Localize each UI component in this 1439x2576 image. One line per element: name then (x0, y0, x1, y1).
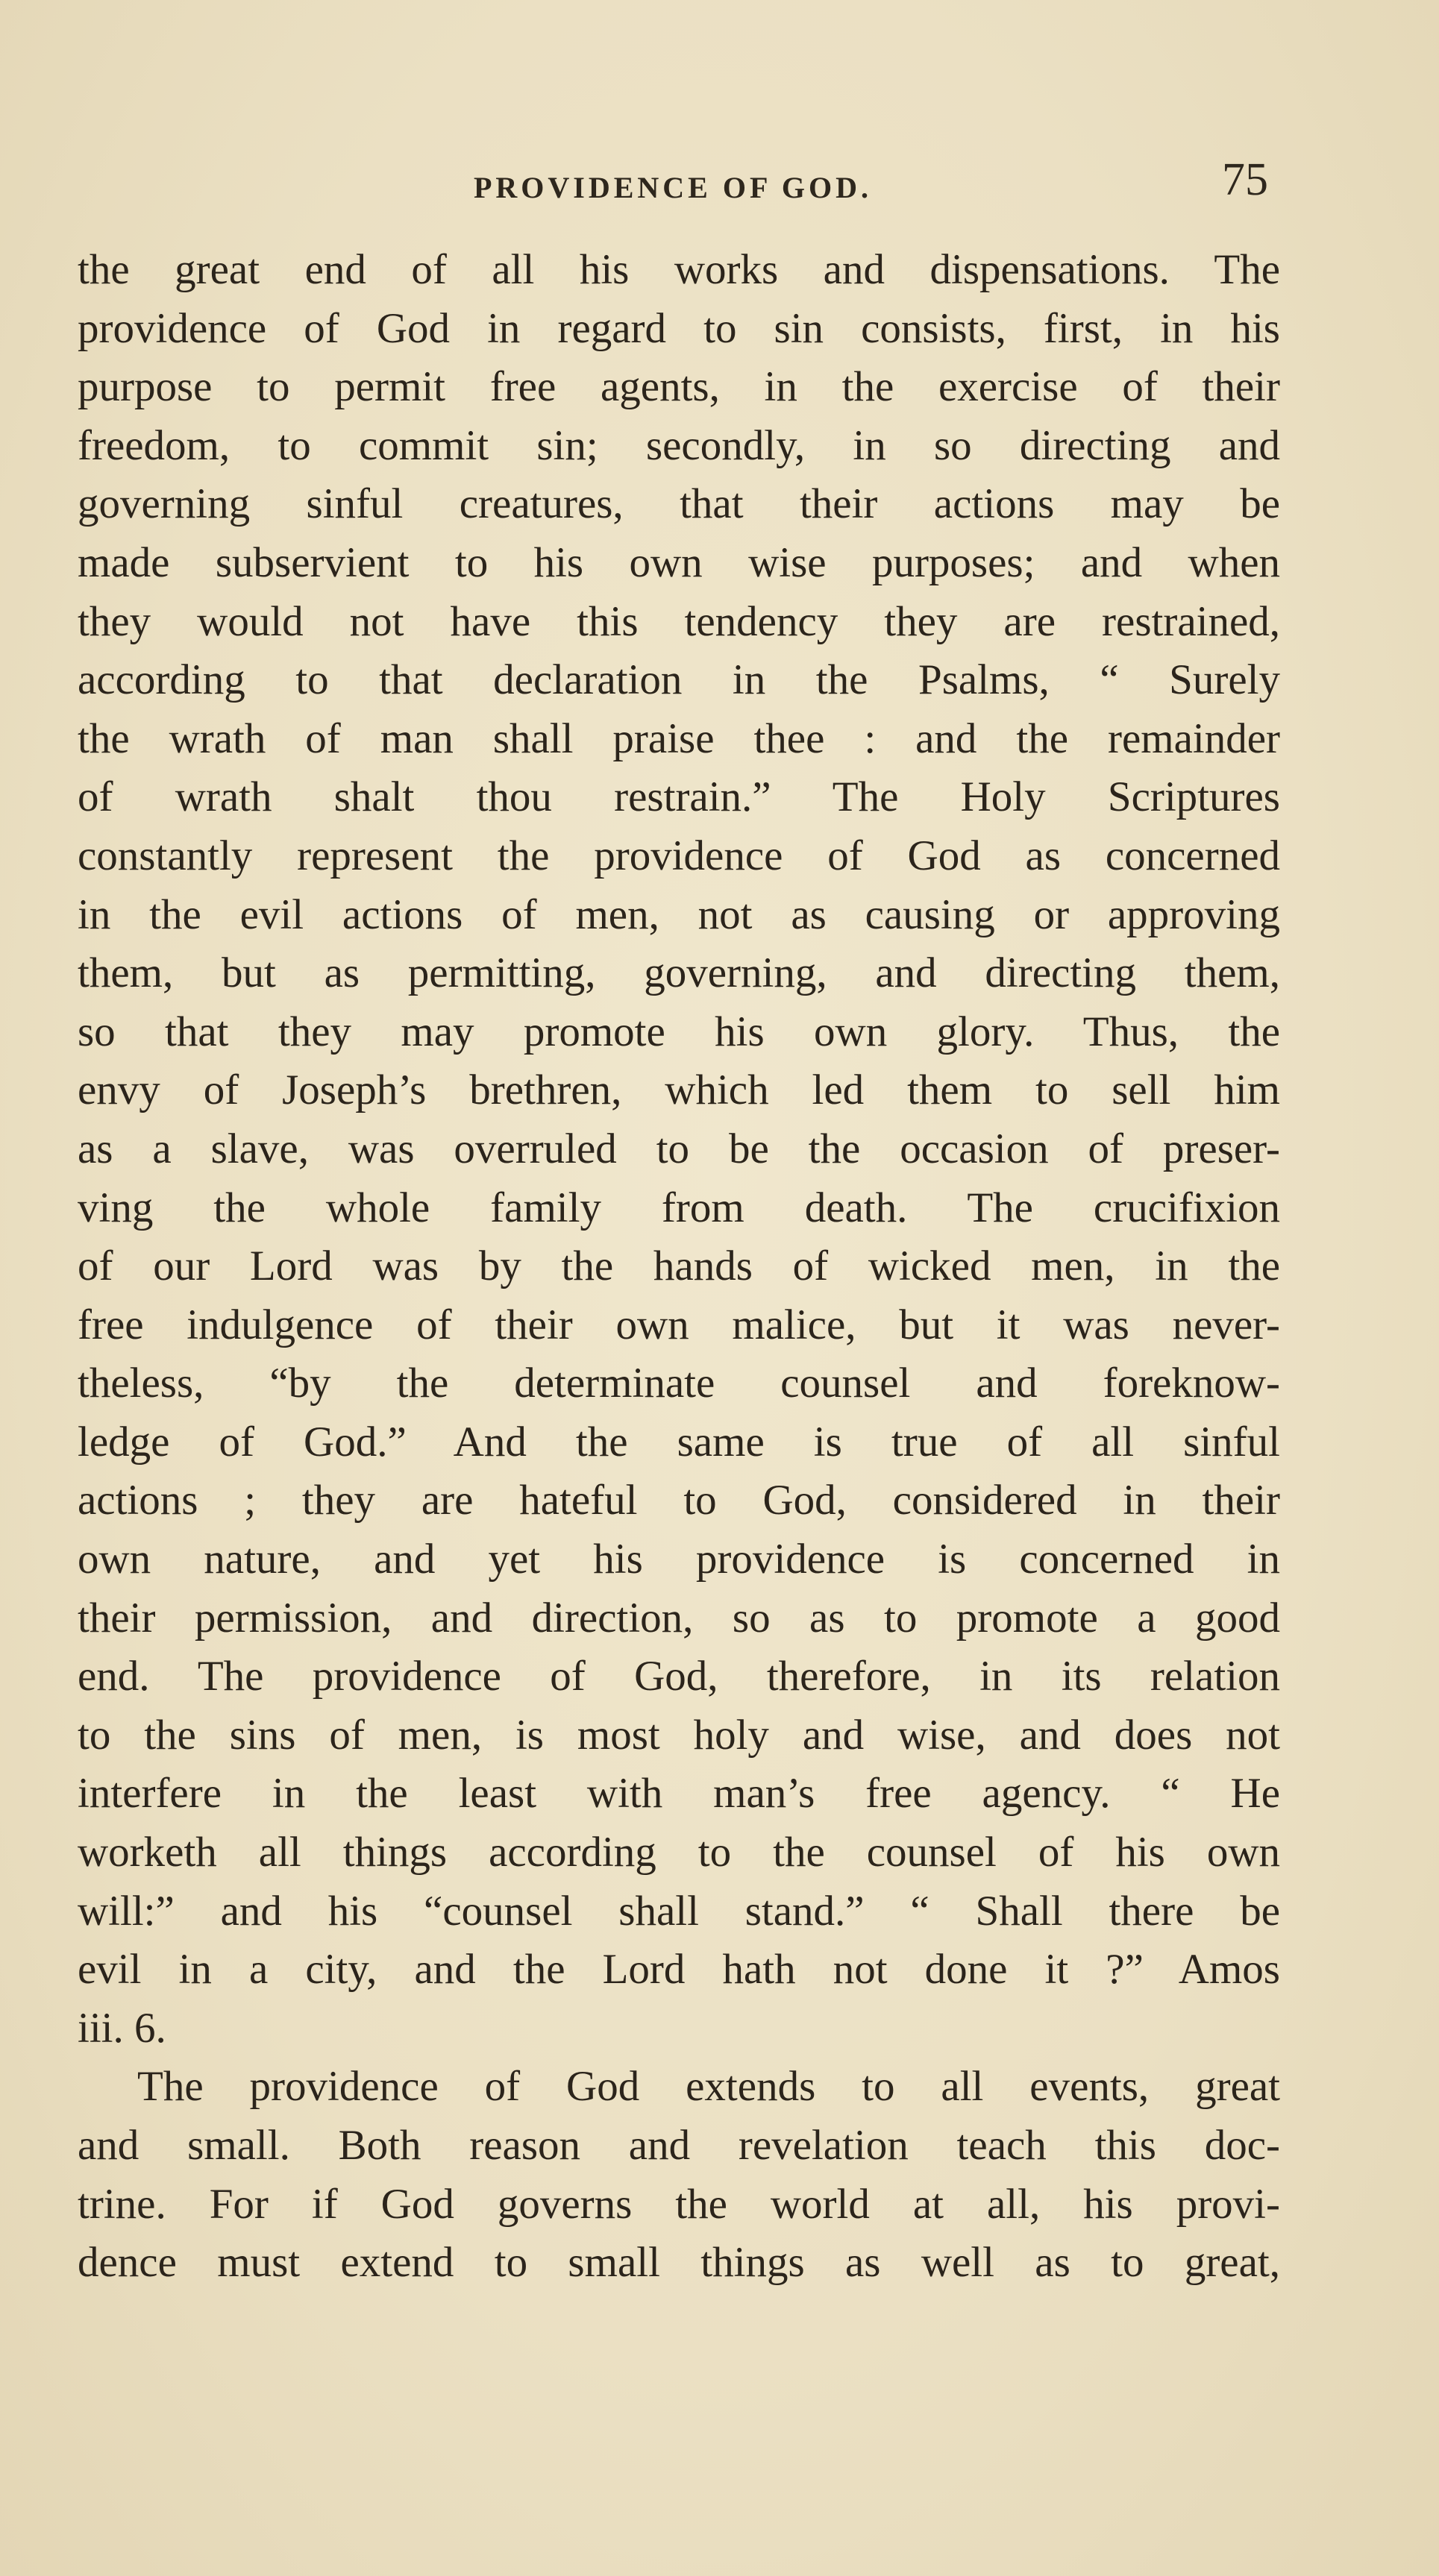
running-head (78, 154, 1268, 206)
text-line: as a slave, was overruled to be the occasion of preser- (78, 1125, 1280, 1172)
text-line: them, but as permitting, governing, and directing them, (78, 949, 1280, 997)
text-line: made subservient to his own wise purposes; and when (78, 538, 1280, 586)
text-line: evil in a city, and the Lord hath not done it ?” Amos (78, 1946, 1280, 1994)
text-line: ving the whole family from death. The crucifixion (78, 1184, 1280, 1231)
running-title: PROVIDENCE OF GOD. (473, 171, 873, 204)
text-line: of our Lord was by the hands of wicked men, in the (78, 1243, 1280, 1290)
text-line: they would not have this tendency they are restrained, (78, 597, 1280, 645)
text-line: dence must extend to small things as well as to great, (78, 2239, 1280, 2287)
text-line: in the evil actions of men, not as causing or approving (78, 890, 1280, 938)
text-line: constantly represent the providence of God as concerned (78, 832, 1280, 879)
text-line: trine. For if God governs the world at all, his provi- (78, 2180, 1280, 2228)
text-line: own nature, and yet his providence is concerned in (78, 1536, 1280, 1583)
text-line: interfere in the least with man’s free agency. “ He (78, 1770, 1280, 1818)
text-line: governing sinful creatures, that their actions may be (78, 480, 1280, 528)
text-line: so that they may promote his own glory. Thus, the (78, 1008, 1280, 1055)
text-line: The providence of God extends to all events, great (137, 2063, 1280, 2111)
body-text (78, 241, 1280, 2293)
text-line: free indulgence of their own malice, but it was never- (78, 1301, 1280, 1348)
text-line: will:” and his “counsel shall stand.” “ Shall there be (78, 1887, 1280, 1935)
text-line: of wrath shalt thou restrain.” The Holy Scriptures (78, 773, 1280, 821)
text-line: actions ; they are hateful to God, considered in their (78, 1477, 1280, 1524)
text-line: worketh all things according to the counsel of his own (78, 1829, 1280, 1876)
text-line: end. The providence of God, therefore, in its relation (78, 1653, 1280, 1700)
text-line: to the sins of men, is most holy and wise, and does not (78, 1711, 1280, 1759)
text-line: the wrath of man shall praise thee : and the remainder (78, 714, 1280, 762)
text-line: and small. Both reason and revelation teach this doc- (78, 2122, 1280, 2169)
text-line: purpose to permit free agents, in the exercise of their (78, 363, 1280, 411)
text-line: envy of Joseph’s brethren, which led them to sell him (78, 1066, 1280, 1114)
text-line: theless, “by the determinate counsel and foreknow- (78, 1360, 1280, 1407)
text-line: iii. 6. (78, 2004, 166, 2052)
text-line: freedom, to commit sin; secondly, in so directing and (78, 421, 1280, 469)
text-line: providence of God in regard to sin consists, first, in his (78, 304, 1280, 352)
page-number: 75 (1222, 154, 1268, 205)
text-line: the great end of all his works and dispensations. The (78, 246, 1280, 293)
text-line: their permission, and direction, so as to promote a good (78, 1594, 1280, 1642)
text-line: ledge of God.” And the same is true of all sinful (78, 1418, 1280, 1466)
text-line: according to that declaration in the Psalms, “ Surely (78, 656, 1280, 704)
